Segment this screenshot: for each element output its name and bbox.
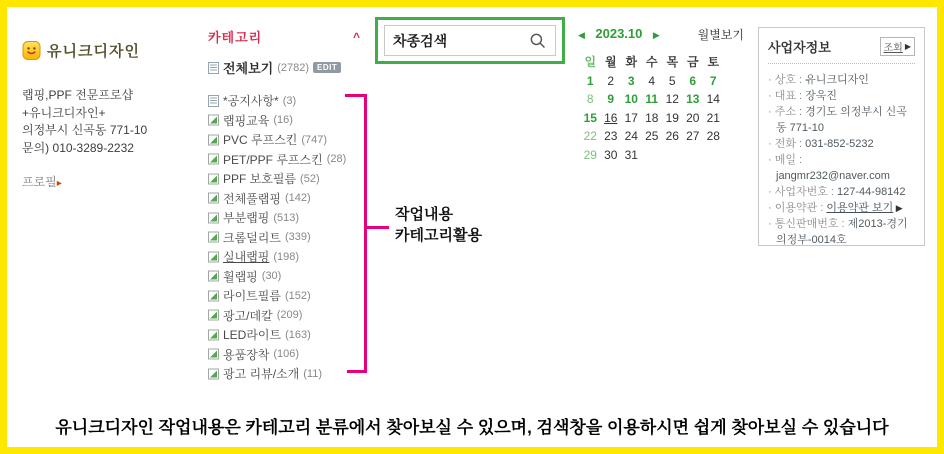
profile-section: [22, 40, 202, 190]
category-label: 용품장착: [223, 347, 270, 362]
calendar-day[interactable]: 7: [709, 73, 717, 88]
category-item[interactable]: [208, 130, 373, 150]
calendar-day-header: 월: [604, 55, 617, 69]
document-icon: [208, 95, 219, 107]
image-icon: [208, 348, 219, 360]
calendar-day[interactable]: 2: [607, 73, 615, 88]
magnifier-icon[interactable]: [529, 32, 547, 50]
calendar-day[interactable]: 25: [645, 129, 659, 143]
category-label: 라이트필름: [223, 289, 281, 304]
profile-description: [22, 87, 202, 157]
business-info-value: 경기도 의정부시 신곡동 771-10: [776, 106, 907, 134]
calendar-day[interactable]: 4: [648, 73, 656, 88]
lookup-button[interactable]: 조회 ▶: [880, 37, 915, 56]
category-count: (28): [326, 153, 347, 166]
calendar-day[interactable]: 3: [627, 73, 635, 88]
business-info-value: 제2013-경기의정부-0014호: [776, 218, 908, 246]
blog-title: 유니크디자인: [47, 43, 140, 60]
category-view-all[interactable]: [208, 58, 373, 77]
category-count: (152): [284, 289, 311, 302]
category-section: [208, 27, 373, 384]
calendar-day-header: 수: [645, 55, 658, 69]
calendar-day[interactable]: 15: [583, 110, 597, 125]
category-count: (16): [273, 114, 293, 127]
business-info-value: 031-852-5232: [805, 138, 874, 150]
category-count: (209): [276, 309, 303, 322]
annotation-bracket-bottom-arm: [347, 370, 367, 373]
category-count: (11): [303, 367, 322, 380]
profile-desc-line: 의정부시 신곡동 771-10: [22, 123, 148, 137]
calendar-day[interactable]: 11: [645, 92, 659, 106]
business-info-label: · 이용약관 :: [768, 202, 827, 214]
calendar-day[interactable]: 22: [583, 129, 597, 143]
search-highlight-box: [375, 17, 565, 64]
category-label: *공지사항*: [223, 94, 279, 109]
business-info-label: · 메일 :: [768, 154, 803, 166]
business-info-label: · 대표 :: [768, 90, 806, 102]
calendar-widget: [578, 25, 746, 164]
category-item[interactable]: [208, 189, 373, 209]
calendar-day[interactable]: 28: [706, 129, 720, 143]
image-icon: [208, 329, 219, 341]
category-label: PVC 루프스킨: [223, 133, 298, 148]
business-info-label: · 통신판매번호 :: [768, 218, 848, 230]
calendar-day-header: 일: [584, 55, 597, 69]
calendar-prev-icon[interactable]: ◀: [578, 30, 585, 40]
calendar-day[interactable]: 29: [583, 147, 597, 162]
category-count: (142): [284, 192, 311, 205]
dotted-divider: [768, 63, 915, 64]
category-count: (52): [300, 172, 320, 185]
calendar-day[interactable]: 10: [624, 92, 638, 106]
calendar-day[interactable]: 18: [645, 110, 659, 125]
collapse-caret-icon[interactable]: ^: [352, 29, 360, 44]
category-count: (513): [273, 211, 300, 224]
business-info-label: · 전화 :: [768, 138, 806, 150]
calendar-month-title: 2023.10: [595, 26, 643, 41]
search-box[interactable]: [384, 25, 556, 56]
business-info-value: 장욱진: [805, 90, 838, 102]
annotation-label-line1: 작업내용: [395, 206, 453, 223]
business-info-panel: [758, 27, 925, 246]
calendar-day-header: 토: [707, 55, 720, 69]
profile-desc-line: 랩핑,PPF 전문프로샵: [22, 88, 134, 102]
annotation-label-line2: 카테고리활용: [395, 227, 482, 244]
business-info-list: [768, 72, 915, 248]
calendar-day[interactable]: 24: [624, 129, 638, 143]
calendar-day[interactable]: 16: [604, 110, 618, 125]
business-info-title: 사업자정보: [768, 40, 831, 55]
calendar-day[interactable]: 31: [624, 147, 638, 162]
annotation-bracket-pointer: [367, 226, 389, 229]
calendar-day[interactable]: 20: [686, 110, 700, 125]
business-info-value: jangmr232@naver.com: [776, 170, 890, 182]
category-item[interactable]: [208, 306, 373, 326]
calendar-next-icon[interactable]: ▶: [652, 30, 660, 40]
category-item[interactable]: [208, 325, 373, 345]
category-item[interactable]: [208, 111, 373, 131]
calendar-grid: [580, 53, 746, 164]
category-count: (163): [285, 328, 311, 341]
calendar-day[interactable]: 26: [665, 129, 679, 143]
category-list: [208, 91, 373, 384]
calendar-day-header: 금: [686, 55, 699, 69]
calendar-day[interactable]: 17: [624, 110, 638, 125]
calendar-day[interactable]: 12: [665, 92, 679, 106]
category-label: 크롬덜리트: [223, 230, 281, 245]
business-info-row: [768, 216, 915, 248]
business-info-row: [768, 184, 915, 200]
annotation-bracket-line: [364, 94, 367, 373]
business-info-row: [768, 72, 915, 88]
calendar-day[interactable]: 1: [586, 73, 594, 88]
annotation-bracket-top-arm: [345, 94, 367, 97]
image-icon: [208, 173, 219, 185]
category-item[interactable]: [208, 150, 373, 170]
category-count: (3): [282, 94, 297, 107]
calendar-day[interactable]: 30: [604, 147, 618, 162]
calendar-day[interactable]: 14: [706, 92, 720, 106]
smiley-icon: [22, 41, 41, 60]
category-label: 부분랩핑: [223, 211, 270, 226]
category-item[interactable]: [208, 169, 373, 189]
business-info-value: 유니크디자인: [805, 74, 869, 86]
calendar-day-header: 화: [625, 55, 638, 69]
category-count: (198): [273, 250, 300, 263]
business-info-row: [768, 152, 915, 184]
calendar-day[interactable]: 27: [686, 129, 700, 143]
image-icon: [208, 270, 219, 282]
calendar-day[interactable]: 19: [665, 110, 679, 125]
category-label: PPF 보호필름: [223, 172, 297, 187]
category-item[interactable]: [208, 228, 373, 248]
calendar-day-header: 목: [666, 55, 679, 69]
category-count: (30): [261, 270, 282, 283]
calendar-day[interactable]: 21: [706, 110, 720, 125]
business-info-row: [768, 200, 915, 216]
category-item[interactable]: [208, 345, 373, 365]
profile-desc-line: 문의) 010-3289-2232: [22, 140, 134, 155]
category-label: 전체풀랩핑: [223, 191, 281, 206]
calendar-day[interactable]: 5: [668, 73, 676, 88]
terms-arrow-icon: ▶: [893, 203, 903, 213]
profile-arrow-icon: ▸: [56, 178, 62, 189]
image-icon: [208, 212, 219, 224]
calendar-day[interactable]: 23: [604, 129, 618, 143]
image-icon: [208, 114, 219, 126]
image-icon: [208, 231, 219, 243]
caption-banner: 유니크디자인 작업내용은 카테고리 분류에서 찾아보실 수 있으며, 검색창을 이용하시면 쉽게 찾아보실 수 있습니다: [55, 418, 889, 437]
business-info-value: 127-44-98142: [837, 186, 906, 198]
business-info-label: · 사업자번호 :: [768, 186, 838, 198]
image-icon: [208, 251, 219, 263]
category-item[interactable]: [208, 364, 373, 384]
image-icon: [208, 134, 219, 146]
view-all-label: 전체보기: [223, 61, 274, 76]
image-icon: [208, 309, 219, 321]
terms-link[interactable]: 이용약관 보기: [826, 202, 894, 214]
category-item[interactable]: [208, 267, 373, 287]
business-info-label: · 주소 :: [768, 106, 806, 118]
category-item[interactable]: [208, 247, 373, 267]
calendar-day[interactable]: 8: [586, 92, 594, 106]
image-icon: [208, 290, 219, 302]
category-label: 실내랩핑: [223, 250, 270, 265]
document-icon: [208, 62, 219, 74]
image-icon: [208, 153, 219, 165]
calendar-day[interactable]: 13: [686, 92, 700, 106]
category-label: 광고 리뷰/소개: [223, 367, 300, 382]
calendar-day[interactable]: 9: [607, 92, 615, 106]
view-all-count: (2782): [277, 61, 310, 74]
category-title: 카테고리: [208, 30, 263, 45]
business-info-row: [768, 136, 915, 152]
category-count: (339): [284, 231, 311, 244]
calendar-day[interactable]: 6: [689, 73, 697, 88]
category-label: 랩핑교육: [223, 113, 270, 128]
image-icon: [208, 368, 219, 380]
category-count: (106): [273, 348, 300, 361]
profile-desc-line: +유니크디자인+: [22, 105, 106, 120]
edit-badge[interactable]: EDIT: [313, 62, 341, 73]
monthly-view-link[interactable]: 월별보기: [697, 27, 744, 42]
business-info-row: [768, 88, 915, 104]
business-info-row: [768, 104, 915, 136]
category-label: LED라이트: [223, 328, 282, 343]
annotation-label: [395, 204, 482, 246]
search-input[interactable]: [393, 33, 523, 49]
image-icon: [208, 192, 219, 204]
category-label: 광고/데칼: [223, 308, 273, 323]
category-item[interactable]: [208, 208, 373, 228]
category-item[interactable]: [208, 286, 373, 306]
category-label: 휠랩핑: [223, 269, 258, 284]
category-label: PET/PPF 루프스킨: [223, 152, 323, 167]
category-count: (747): [301, 133, 328, 146]
profile-link[interactable]: 프로필▸: [22, 175, 62, 189]
lookup-arrow-icon: ▶: [904, 42, 911, 51]
business-info-label: · 상호 :: [768, 74, 806, 86]
